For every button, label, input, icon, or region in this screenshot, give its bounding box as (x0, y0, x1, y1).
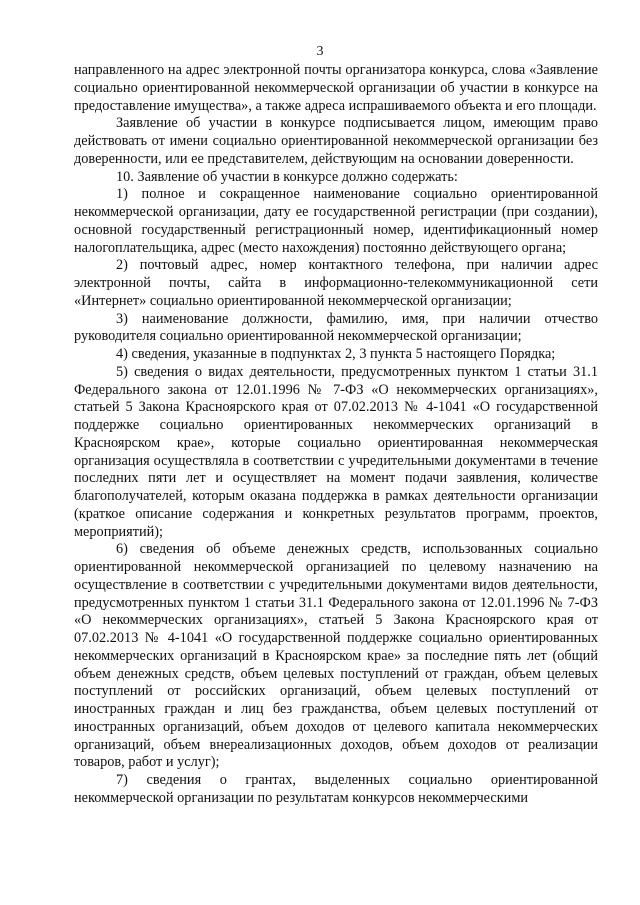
paragraph-signature-rule: Заявление об участии в конкурсе подписывается лицом, имеющим право действовать от имени социально ориентированной некоммерческой организации без доверенности, или ее представителем, действующим на основании доверенности. (74, 115, 598, 167)
paragraph-subitem-5: 5) сведения о видах деятельности, предусмотренных пунктом 1 статьи 31.1 Федерального закона от 12.01.1996 № 7-ФЗ «О некоммерческих организациях», статьей 5 Закона Красноярского края от 07.02.2013 № 4-1041 «О государственной поддержке социально ориентированных некоммерческих организаций в Красноярском крае», которые социально ориентированная некоммерческая организация осуществляла в соответствии с учредительными документами в течение последних пяти лет и осуществляет на момент подачи заявления, количестве благополучателей, которым оказана поддержка в рамках деятельности организации (краткое описание содержания и конкретных результатов программ, проектов, мероприятий); (74, 363, 598, 540)
paragraph-subitem-4: 4) сведения, указанные в подпунктах 2, 3 пункта 5 настоящего Порядка; (116, 346, 556, 362)
paragraph-subitem-2: 2) почтовый адрес, номер контактного телефона, при наличии адрес электронной почты, сайта в информационно-телекоммуникационной сети «Интернет» социально ориентированной некоммерческой организации; (74, 257, 598, 309)
paragraph-subitem-3: 3) наименование должности, фамилию, имя, при наличии отчество руководителя социально ориентированной некоммерческой организации; (74, 310, 598, 345)
paragraph-continuation: направленного на адрес электронной почты организатора конкурса, слова «Заявление социально ориентированной некоммерческой организации об участии в конкурсе на предоставление имущества», а также адреса испрашиваемого объекта и его площади. (74, 62, 598, 114)
paragraph-subitem-6: 6) сведения об объеме денежных средств, использованных социально ориентированной некоммерческой организацией по целевому назначению на осуществление в соответствии с учредительными документами видов деятельности, предусмотренных пунктом 1 статьи 31.1 Федерального закона от 12.01.1996 № 7-ФЗ «О некоммерческих организациях», статьей 5 Закона Красноярского края от 07.02.2013 № 4-1041 «О государственной поддержке социально ориентированных некоммерческих организаций в Красноярском крае» за последние пять лет (общий объем денежных средств, объем целевых поступлений от граждан, объем целевых поступлений от российских организаций, объем целевых поступлений от иностранных граждан и лиц без гражданства, объем целевых поступлений от иностранных организаций, объем доходов от целевого капитала некоммерческих организаций, объем внереализационных доходов, объем доходов от реализации товаров, работ и услуг); (74, 541, 598, 771)
paragraph-subitem-1: 1) полное и сокращенное наименование социально ориентированной некоммерческой организации, дату ее государственной регистрации (при создании), основной государственный регистрационный номер, идентификационный номер налогоплательщика, адрес (место нахождения) постоянно действующего органа; (74, 186, 598, 256)
paragraph-subitem-7: 7) сведения о грантах, выделенных социально ориентированной некоммерческой организации по результатам конкурсов некоммерческими (74, 772, 598, 806)
paragraph-item-10-heading: 10. Заявление об участии в конкурсе должно содержать: (116, 168, 458, 185)
document-body (74, 62, 598, 808)
page-number: 3 (316, 44, 324, 59)
